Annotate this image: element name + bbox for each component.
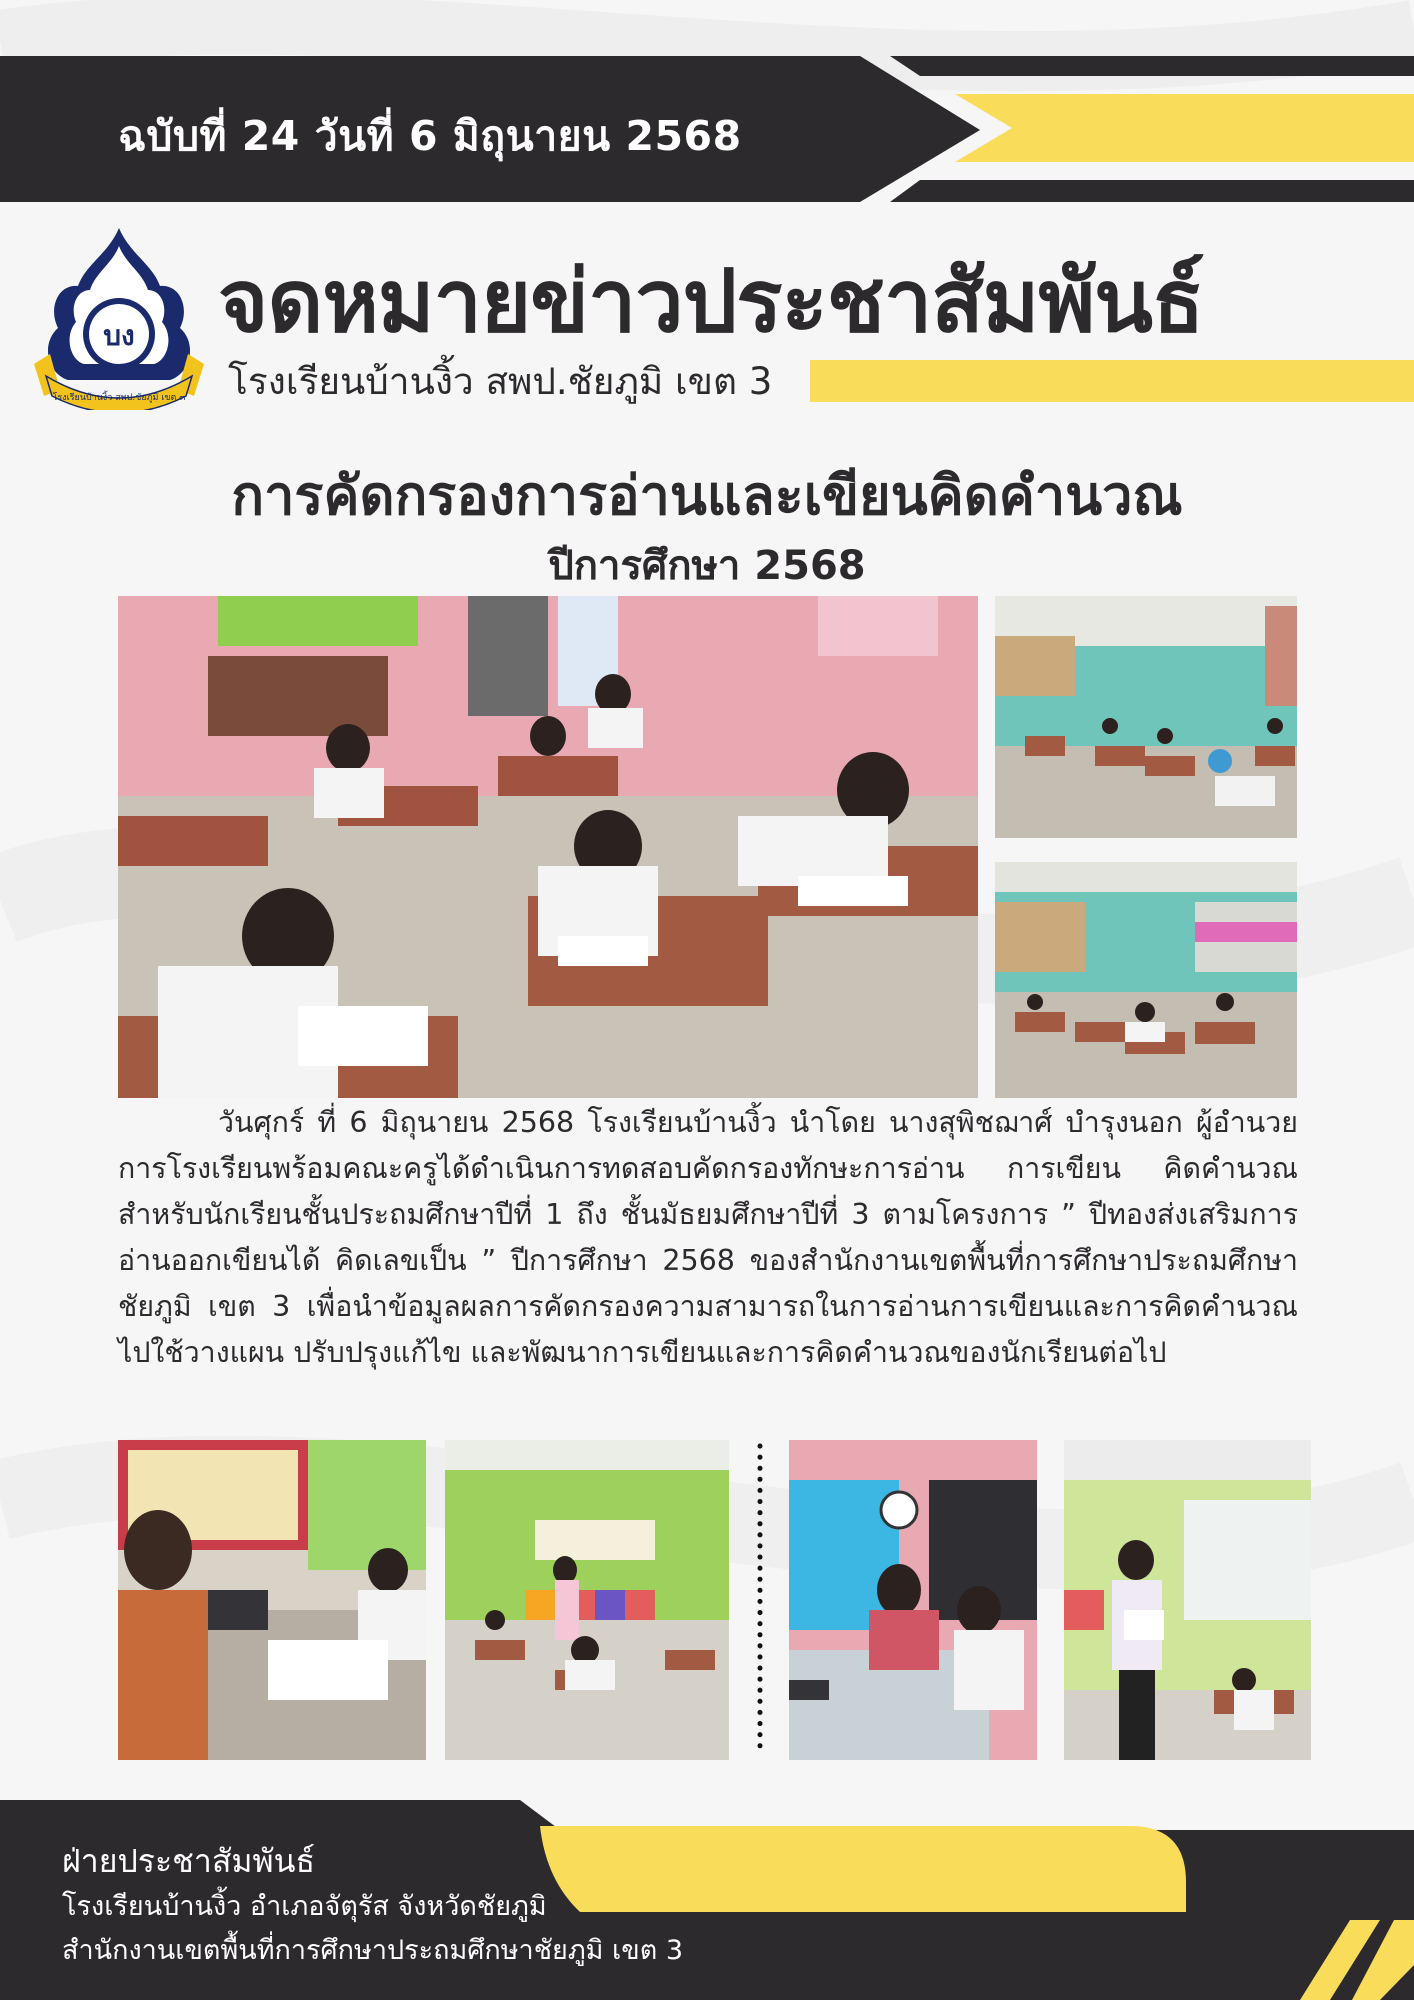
school-logo	[30, 224, 208, 410]
photo-divider-dots	[756, 1442, 764, 1760]
article-headline: การคัดกรองการอ่านและเขียนคิดคำนวณ	[231, 464, 1183, 527]
school-name: โรงเรียนบ้านงิ้ว สพป.ชัยภูมิ เขต 3	[228, 360, 773, 403]
newsletter-title: จดหมายข่าวประชาสัมพันธ์	[218, 252, 1204, 352]
article-body: วันศุกร์ ที่ 6 มิถุนายน 2568 โรงเรียนบ้านงิ้ว นำโดย นางสุพิชฌาศ์ บำรุงนอก ผู้อำนวยการโรงเรียนพร้อมคณะครูได้ดำเนินการทดสอบคัดกรองทักษะการอ่าน การเขียน คิดคำนวณ สำหรับนักเรียนชั้นประถมศึกษาปีที่ 1 ถึง ชั้นมัธยมศึกษาปีที่ 3 ตามโครงการ ” ปีทองส่งเสริมการอ่านออกเขียนได้ คิดเลขเป็น ” ปีการศึกษา 2568 ของสำนักงานเขตพื้นที่การศึกษาประถมศึกษาชัยภูมิ เขต 3 เพื่อนำข้อมูลผลการคัดกรองความสามารถในการอ่านการเขียนและการคิดคำนวณไปใช้วางแผน ปรับปรุงแก้ไข และพัฒนาการเขียนและการคิดคำนวณของนักเรียนต่อไป	[118, 1106, 1298, 1369]
photo-main-classroom	[118, 596, 978, 1098]
subtitle-accent-bar	[810, 360, 1414, 402]
photo-classroom-right-top	[995, 596, 1297, 838]
footer-department: ฝ่ายประชาสัมพันธ์	[62, 1842, 315, 1880]
photo-teacher-tutoring	[118, 1440, 426, 1760]
photo-classroom-test	[445, 1440, 729, 1760]
issue-date: ฉบับที่ 24 วันที่ 6 มิถุนายน 2568	[118, 112, 742, 160]
logo-ribbon-text: โรงเรียนบ้านงิ้ว สพป.ชัยภูมิ เขต ๓	[52, 393, 186, 403]
footer-school-address: โรงเรียนบ้านงิ้ว อำเภอจัตุรัส จังหวัดชัยภูมิ	[62, 1891, 547, 1922]
footer-district-office: สำนักงานเขตพื้นที่การศึกษาประถมศึกษาชัยภูมิ เขต 3	[62, 1935, 684, 1966]
photo-classroom-right-bottom	[995, 862, 1297, 1098]
photo-teacher-with-student	[789, 1440, 1037, 1760]
photo-teacher-standing	[1064, 1440, 1311, 1760]
logo-motto: สุวิชา โน ภวํ โหติ	[84, 369, 154, 379]
academic-year: ปีการศึกษา 2568	[548, 543, 866, 589]
logo-initials: บง	[103, 319, 135, 352]
